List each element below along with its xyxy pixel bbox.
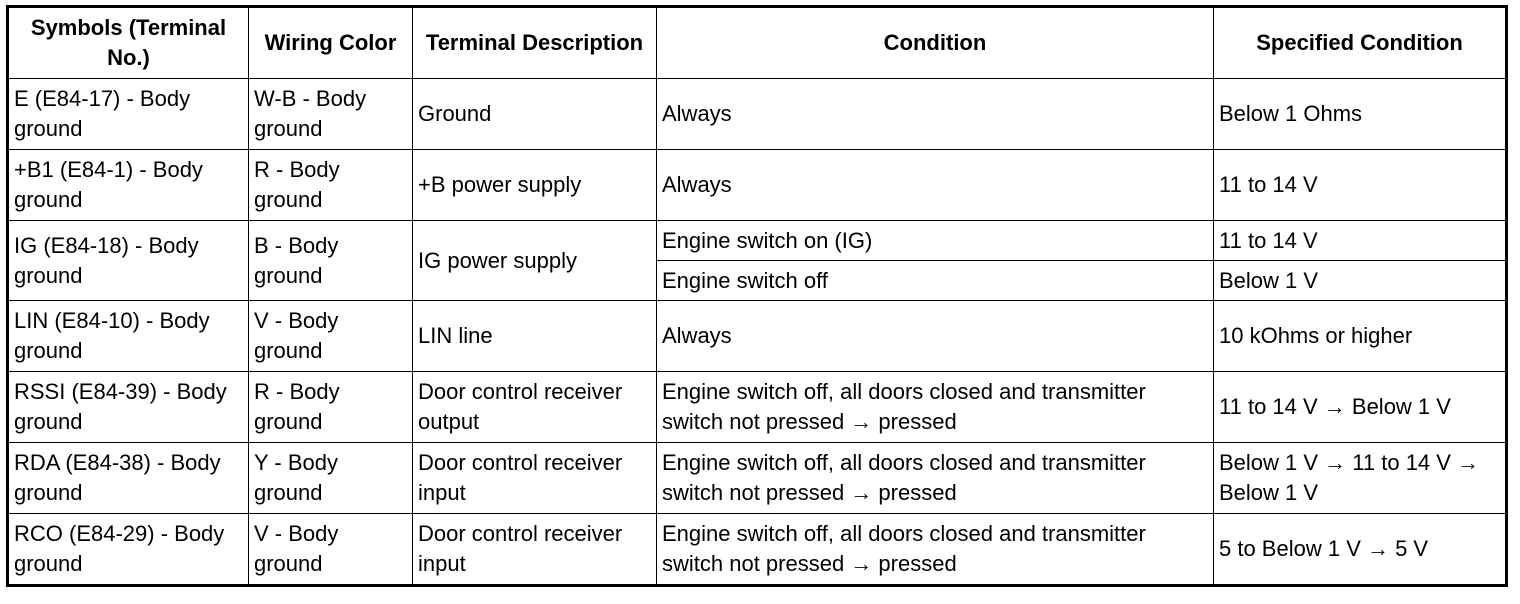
condition-cell: Always [657, 150, 1214, 221]
symbol-cell: E (E84-17) - Body ground [8, 79, 249, 150]
table-row [8, 79, 1507, 150]
description-cell: Door control receiver input [413, 514, 657, 586]
condition-cell: Engine switch on (IG) [657, 221, 1214, 261]
symbol-cell: +B1 (E84-1) - Body ground [8, 150, 249, 221]
terminal-table-container [6, 5, 1508, 587]
table-row [8, 372, 1507, 443]
wiring-cell: R - Body ground [249, 372, 413, 443]
terminal-inspection-table [6, 5, 1508, 587]
condition-cell: Engine switch off, all doors closed and transmitter switch not pressed → pressed [657, 514, 1214, 586]
table-row [8, 514, 1507, 586]
wiring-cell: Y - Body ground [249, 443, 413, 514]
symbol-cell: RCO (E84-29) - Body ground [8, 514, 249, 586]
specified-cell: Below 1 V [1214, 261, 1507, 301]
header-symbols: Symbols (Terminal No.) [8, 7, 249, 79]
description-cell: Door control receiver output [413, 372, 657, 443]
description-cell: Ground [413, 79, 657, 150]
condition-cell: Engine switch off, all doors closed and transmitter switch not pressed → pressed [657, 443, 1214, 514]
specified-cell: 10 kOhms or higher [1214, 301, 1507, 372]
condition-cell: Always [657, 79, 1214, 150]
wiring-cell: B - Body ground [249, 221, 413, 301]
description-cell: IG power supply [413, 221, 657, 301]
description-cell: Door control receiver input [413, 443, 657, 514]
wiring-cell: V - Body ground [249, 301, 413, 372]
description-cell: LIN line [413, 301, 657, 372]
header-terminal-description: Terminal Description [413, 7, 657, 79]
specified-cell: Below 1 V → 11 to 14 V → Below 1 V [1214, 443, 1507, 514]
wiring-cell: R - Body ground [249, 150, 413, 221]
symbol-cell: IG (E84-18) - Body ground [8, 221, 249, 301]
specified-cell: 11 to 14 V [1214, 221, 1507, 261]
table-row [8, 150, 1507, 221]
table-row [8, 301, 1507, 372]
specified-cell: 11 to 14 V → Below 1 V [1214, 372, 1507, 443]
table-row [8, 221, 1507, 261]
symbol-cell: RSSI (E84-39) - Body ground [8, 372, 249, 443]
wiring-cell: V - Body ground [249, 514, 413, 586]
specified-cell: 11 to 14 V [1214, 150, 1507, 221]
specified-cell: Below 1 Ohms [1214, 79, 1507, 150]
header-condition: Condition [657, 7, 1214, 79]
header-wiring-color: Wiring Color [249, 7, 413, 79]
condition-cell: Engine switch off [657, 261, 1214, 301]
symbol-cell: RDA (E84-38) - Body ground [8, 443, 249, 514]
table-row [8, 443, 1507, 514]
condition-cell: Engine switch off, all doors closed and transmitter switch not pressed → pressed [657, 372, 1214, 443]
header-specified-condition: Specified Condition [1214, 7, 1507, 79]
wiring-cell: W-B - Body ground [249, 79, 413, 150]
symbol-cell: LIN (E84-10) - Body ground [8, 301, 249, 372]
description-cell: +B power supply [413, 150, 657, 221]
header-row [8, 7, 1507, 79]
condition-cell: Always [657, 301, 1214, 372]
specified-cell: 5 to Below 1 V → 5 V [1214, 514, 1507, 586]
